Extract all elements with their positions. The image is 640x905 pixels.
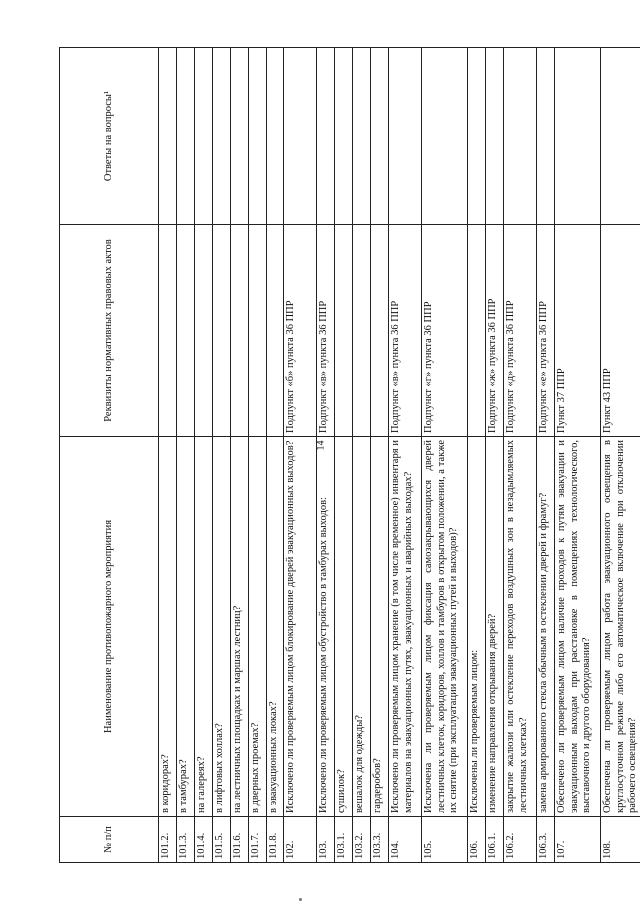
table-row	[267, 48, 284, 863]
table-row	[317, 48, 335, 863]
table-row	[177, 48, 195, 863]
row-measure-text: сушилок?	[335, 437, 353, 817]
header-name: Наименование противопожарного мероприятия	[60, 437, 159, 817]
row-measure-text: замена армированного стекла обычным в остеклении дверей и фрамуг?	[537, 437, 555, 817]
row-legal-reference: Подпункт «г» пункта 36 ППР	[422, 225, 468, 437]
row-legal-reference: Подпункт «ж» пункта 36 ППР	[486, 225, 504, 437]
row-legal-reference	[249, 225, 267, 437]
table-row	[231, 48, 249, 863]
row-measure-text: изменение направления открывания дверей?	[486, 437, 504, 817]
row-number: 101.5.	[213, 817, 231, 863]
table-row	[504, 48, 537, 863]
table-row	[195, 48, 213, 863]
row-measure-text: Исключена ли проверяемым лицом фиксация самозакрывающихся дверей лестничных клеток, коридоров, холлов и тамбуров в открытом положении, а также их снятие (при эксплуатации эвакуационных путей и выходов)?	[422, 437, 468, 817]
row-measure-text: на лестничных площадках и маршах лестниц?	[231, 437, 249, 817]
header-num: № п/п	[60, 817, 159, 863]
row-number: 107.	[555, 817, 601, 863]
row-number: 103.	[317, 817, 335, 863]
row-legal-reference	[159, 225, 177, 437]
table-row	[486, 48, 504, 863]
row-legal-reference	[177, 225, 195, 437]
row-number: 104.	[389, 817, 422, 863]
row-measure-text: в коридорах?	[159, 437, 177, 817]
row-measure-text: Обеспечено ли проверяемым лицом наличие проходов к путям эвакуации и эвакуационным выходам при расстановке в помещениях технологического, выставочного и другого оборудования?	[555, 437, 601, 817]
row-number: 106.	[468, 817, 486, 863]
row-legal-reference	[213, 225, 231, 437]
row-measure-text: в эвакуационных люках?	[267, 437, 284, 817]
row-number: 101.7.	[249, 817, 267, 863]
table-row	[159, 48, 177, 863]
row-answer-cell	[486, 48, 504, 225]
scan-speck	[299, 898, 302, 901]
row-legal-reference	[353, 225, 371, 437]
row-legal-reference	[267, 225, 284, 437]
row-number: 101.3.	[177, 817, 195, 863]
header-reqs: Реквизиты нормативных правовых актов	[60, 225, 159, 437]
row-legal-reference	[371, 225, 389, 437]
row-answer-cell	[249, 48, 267, 225]
row-answer-cell	[389, 48, 422, 225]
row-answer-cell	[284, 48, 317, 225]
rotated-table-container	[59, 48, 639, 863]
row-answer-cell	[317, 48, 335, 225]
table-row	[353, 48, 371, 863]
row-measure-text: Исключены ли проверяемым лицом:	[468, 437, 486, 817]
row-answer-cell	[504, 48, 537, 225]
row-answer-cell	[213, 48, 231, 225]
row-number: 101.2.	[159, 817, 177, 863]
row-legal-reference	[195, 225, 213, 437]
row-number: 108.	[601, 817, 640, 863]
table-row	[468, 48, 486, 863]
row-measure-text: Исключено ли проверяемым лицом обустройство в тамбурах выходов:	[317, 437, 335, 817]
row-answer-cell	[177, 48, 195, 225]
row-number: 101.8.	[267, 817, 284, 863]
table-row	[389, 48, 422, 863]
table-row	[555, 48, 601, 863]
fire-safety-table	[59, 47, 640, 863]
row-number: 102.	[284, 817, 317, 863]
row-number: 101.6.	[231, 817, 249, 863]
row-answer-cell	[353, 48, 371, 225]
row-legal-reference: Подпункт «д» пункта 36 ППР	[504, 225, 537, 437]
row-legal-reference: Подпункт «е» пункта 36 ППР	[537, 225, 555, 437]
table-body	[159, 48, 640, 863]
row-answer-cell	[537, 48, 555, 225]
row-measure-text: вешалок для одежды?	[353, 437, 371, 817]
row-number: 106.2.	[504, 817, 537, 863]
row-answer-cell	[422, 48, 468, 225]
row-number: 101.4.	[195, 817, 213, 863]
page-number: 14	[315, 440, 327, 451]
row-measure-text: в дверных проемах?	[249, 437, 267, 817]
row-answer-cell	[555, 48, 601, 225]
row-measure-text: Исключено ли проверяемым лицом хранение (в том числе временное) инвентаря и материалов на эвакуационных путях, эвакуационных и аварийных выходах?	[389, 437, 422, 817]
row-measure-text: гардеробов?	[371, 437, 389, 817]
table-header-row	[60, 48, 159, 863]
table-row	[213, 48, 231, 863]
row-legal-reference	[468, 225, 486, 437]
row-measure-text: на галереях?	[195, 437, 213, 817]
row-legal-reference	[335, 225, 353, 437]
row-number: 105.	[422, 817, 468, 863]
table-row	[284, 48, 317, 863]
row-number: 106.3.	[537, 817, 555, 863]
row-legal-reference: Подпункт «б» пункта 36 ППР	[284, 225, 317, 437]
row-number: 103.2.	[353, 817, 371, 863]
row-answer-cell	[371, 48, 389, 225]
row-legal-reference: Пункт 37 ППР	[555, 225, 601, 437]
row-measure-text: закрытие жалюзи или остекление переходов воздушных зон в незадымляемых лестничных клетках?	[504, 437, 537, 817]
row-number: 103.3.	[371, 817, 389, 863]
row-legal-reference: Подпункт «в» пункта 36 ППР	[317, 225, 335, 437]
header-answers: Ответы на вопросы¹	[60, 48, 159, 225]
row-number: 106.1.	[486, 817, 504, 863]
row-answer-cell	[601, 48, 640, 225]
row-measure-text: Обеспечена ли проверяемым лицом работа эвакуационного освещения в круглосуточном режиме либо его автоматическое включение при отключении рабочего освещения?	[601, 437, 640, 817]
row-answer-cell	[159, 48, 177, 225]
row-measure-text: в тамбурах?	[177, 437, 195, 817]
table-row	[371, 48, 389, 863]
row-answer-cell	[231, 48, 249, 225]
row-answer-cell	[267, 48, 284, 225]
row-legal-reference: Подпункт «в» пункта 36 ППР	[389, 225, 422, 437]
row-legal-reference	[231, 225, 249, 437]
table-row	[601, 48, 640, 863]
table-row	[537, 48, 555, 863]
row-legal-reference: Пункт 43 ППР	[601, 225, 640, 437]
table-row	[249, 48, 267, 863]
table-row	[335, 48, 353, 863]
row-number: 103.1.	[335, 817, 353, 863]
row-answer-cell	[335, 48, 353, 225]
row-measure-text: в лифтовых холлах?	[213, 437, 231, 817]
row-answer-cell	[468, 48, 486, 225]
row-answer-cell	[195, 48, 213, 225]
table-row	[422, 48, 468, 863]
row-measure-text: Исключено ли проверяемым лицом блокирование дверей эвакуационных выходов?	[284, 437, 317, 817]
